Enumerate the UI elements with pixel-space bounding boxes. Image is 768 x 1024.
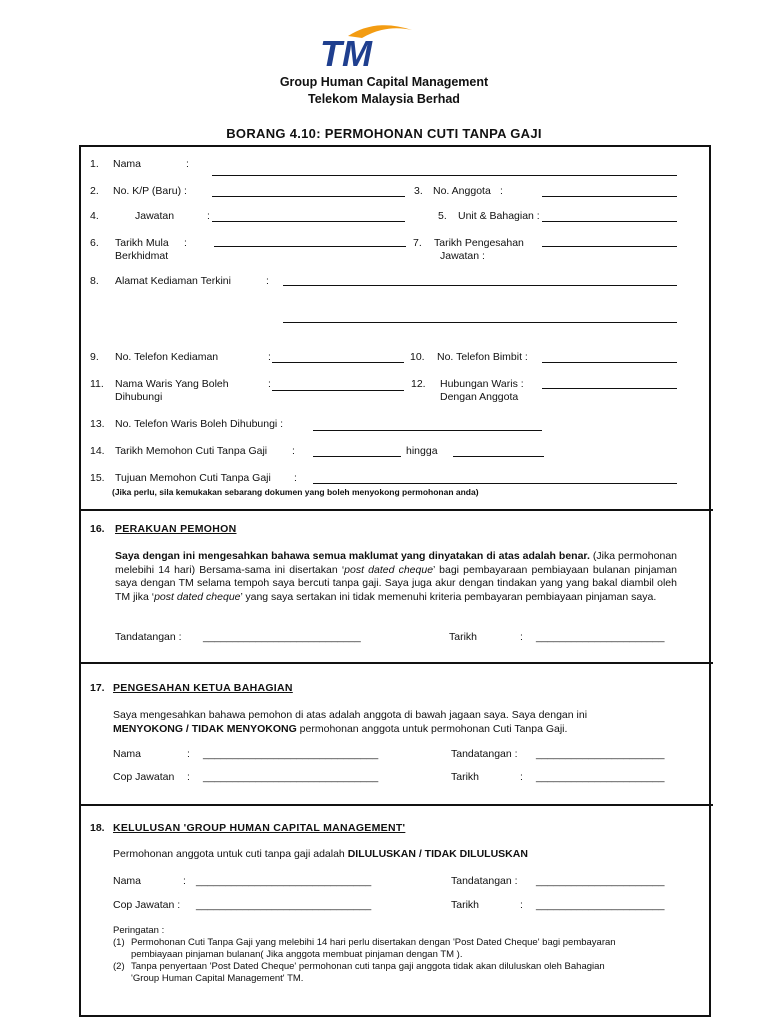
declaration-pdc-1: post dated cheque (344, 563, 434, 576)
s17-sign-line[interactable]: ______________________ (536, 748, 665, 760)
field-7-number: 7. (413, 237, 422, 249)
tarikh-pengesahan-input-line[interactable] (542, 246, 677, 247)
field-9-label: No. Telefon Kediaman (115, 351, 219, 363)
section-divider-17 (79, 662, 713, 664)
s17-name-colon: : (187, 748, 190, 760)
s17-name-line[interactable]: ______________________________ (203, 748, 379, 760)
section-16-number: 16. (90, 523, 105, 535)
s18-sign-label: Tandatangan : (451, 875, 518, 887)
field-14-hingga: hingga (406, 445, 438, 457)
nama-waris-input-line[interactable] (272, 390, 404, 391)
field-14-label: Tarikh Memohon Cuti Tanpa Gaji (115, 445, 268, 457)
s18-approval-option: DILULUSKAN / TIDAK DILULUSKAN (347, 848, 528, 860)
s17-date-colon: : (520, 771, 523, 783)
telefon-waris-input-line[interactable] (313, 430, 542, 431)
s18-name-colon: : (183, 875, 186, 887)
s18-date-line[interactable]: ______________________ (536, 899, 665, 911)
field-12-label-line2: Dengan Anggota (440, 391, 519, 403)
field-9-colon: : (268, 351, 271, 363)
field-12-label-line1: Hubungan Waris : (440, 378, 524, 390)
s18-name-line[interactable]: ______________________________ (196, 875, 372, 887)
field-14-number: 14. (90, 445, 105, 457)
reminder-1-line1: Permohonan Cuti Tanpa Gaji yang melebihi 14 hari perlu disertakan dengan 'Post Dated Cheque' bagi pembayaran (131, 937, 616, 948)
section-18-title: KELULUSAN 'GROUP HUMAN CAPITAL MANAGEMENT' (113, 822, 406, 834)
s17-text-line1: Saya mengesahkan bahawa pemohon di atas adalah anggota di bawah jagaan saya. Saya dengan ini (113, 709, 588, 721)
field-1-colon: : (186, 158, 189, 170)
field-14-colon: : (292, 445, 295, 457)
section-divider-18 (79, 804, 713, 806)
field-2-number: 2. (90, 185, 99, 197)
s18-cop-label: Cop Jawatan : (113, 899, 181, 911)
unit-bahagian-input-line[interactable] (542, 221, 677, 222)
field-2-label: No. K/P (Baru) : (113, 185, 187, 197)
field-15-colon: : (294, 472, 297, 484)
s18-sign-line[interactable]: ______________________ (536, 875, 665, 887)
field-8-colon: : (266, 275, 269, 287)
declaration-text-3: ’ yang saya sertakan ini tidak memenuhi kriteria pembayaran pembiayaan pinjaman saya. (240, 590, 657, 603)
s17-cop-line[interactable]: ______________________________ (203, 771, 379, 783)
field-10-label: No. Telefon Bimbit : (437, 351, 528, 363)
s18-date-label: Tarikh (451, 899, 480, 911)
field-6-colon: : (184, 237, 187, 249)
field-12-number: 12. (411, 378, 426, 390)
reminder-1-number: (1) (113, 937, 125, 948)
s18-name-label: Nama (113, 875, 142, 887)
s17-date-line[interactable]: ______________________ (536, 771, 665, 783)
form-title: BORANG 4.10: PERMOHONAN CUTI TANPA GAJI (226, 126, 542, 141)
s17-cop-label: Cop Jawatan (113, 771, 175, 783)
field-11-colon: : (268, 378, 271, 390)
nama-input-line[interactable] (212, 175, 677, 176)
reminder-title: Peringatan : (113, 925, 165, 936)
field-15-note: (Jika perlu, sila kemukakan sebarang dokumen yang boleh menyokong permohonan anda) (112, 487, 479, 497)
s17-cop-colon: : (187, 771, 190, 783)
telefon-kediaman-input-line[interactable] (272, 362, 404, 363)
field-5-label: Unit & Bahagian : (458, 210, 540, 222)
org-name-line1: Group Human Capital Management (279, 75, 489, 89)
section-17-number: 17. (90, 682, 105, 694)
tarikh-mula-input-line[interactable] (214, 246, 406, 247)
tm-logo-text: TM (320, 33, 372, 72)
section-18-number: 18. (90, 822, 105, 834)
section-16-title: PERAKUAN PEMOHON (115, 523, 237, 535)
s17-date-label: Tarikh (451, 771, 480, 783)
s16-date-colon: : (520, 631, 523, 643)
org-name-line2: Telekom Malaysia Berhad (308, 92, 460, 106)
field-1-label: Nama (113, 158, 142, 170)
field-11-label-line2: Dihubungi (115, 391, 163, 403)
s17-text-line2 (113, 723, 567, 735)
field-8-label: Alamat Kediaman Terkini (115, 275, 231, 287)
telefon-bimbit-input-line[interactable] (542, 362, 677, 363)
s18-cop-line[interactable]: ______________________________ (196, 899, 372, 911)
s16-date-line[interactable]: ______________________ (536, 631, 665, 643)
tm-logo (314, 16, 424, 72)
declaration-text-2: ’ bagi pembayaraan pembiayaan bulanan pinjaman saya dengan TM selama tempoh saya bercuti tanpa gaji. Saya juga akur dengan tindakan yang yang bakal diambil oleh TM jika ‘ (115, 563, 677, 603)
no-anggota-input-line[interactable] (542, 196, 677, 197)
field-4-number: 4. (90, 210, 99, 222)
alamat-input-line-1[interactable] (283, 285, 677, 286)
field-7-label-line2: Jawatan : (440, 250, 485, 262)
s18-text (113, 848, 528, 860)
alamat-input-line-2[interactable] (283, 322, 677, 323)
jawatan-input-line[interactable] (212, 221, 405, 222)
field-4-label: Jawatan (135, 210, 175, 222)
field-3-colon: : (500, 185, 503, 197)
field-8-number: 8. (90, 275, 99, 287)
s17-sign-label: Tandatangan : (451, 748, 518, 760)
s16-sign-label: Tandatangan : (115, 631, 182, 643)
reminder-1-line2: pembiayaan pinjaman bulanan( Jika anggota membuat pinjaman dengan TM ). (131, 949, 463, 960)
field-15-label: Tujuan Memohon Cuti Tanpa Gaji (115, 472, 271, 484)
s17-name-label: Nama (113, 748, 142, 760)
field-5-number: 5. (438, 210, 447, 222)
tujuan-input-line[interactable] (313, 483, 677, 484)
tarikh-mula-cuti-input-line[interactable] (313, 456, 401, 457)
field-11-number: 11. (90, 378, 104, 390)
field-6-label-line2: Berkhidmat (115, 250, 169, 262)
field-13-number: 13. (90, 418, 105, 430)
field-6-label-line1: Tarikh Mula (115, 237, 169, 249)
declaration-text-1: (Jika permohonan melebihi 14 hari) Bersama-sama ini disertakan ‘ (115, 550, 678, 576)
s16-date-label: Tarikh (449, 631, 478, 643)
s17-text-rest: permohonan anggota untuk permohonan Cuti Tanpa Gaji. (296, 723, 568, 735)
field-13-label: No. Telefon Waris Boleh Dihubungi : (115, 418, 284, 430)
field-3-label: No. Anggota (433, 185, 491, 197)
field-6-number: 6. (90, 237, 99, 249)
s18-text-plain: Permohonan anggota untuk cuti tanpa gaji adalah (113, 848, 348, 860)
declaration-pdc-2: post dated cheque (154, 590, 241, 603)
tm-logo-graphic (314, 16, 424, 72)
field-3-number: 3. (414, 185, 423, 197)
tarikh-akhir-cuti-input-line[interactable] (453, 456, 544, 457)
s18-date-colon: : (520, 899, 523, 911)
section-16-declaration (115, 550, 677, 604)
no-kp-input-line[interactable] (212, 196, 405, 197)
field-10-number: 10. (410, 351, 425, 363)
s16-sign-line[interactable]: ___________________________ (203, 631, 361, 643)
field-1-number: 1. (90, 158, 99, 170)
section-divider-16 (79, 509, 713, 511)
reminder-2-line1: Tanpa penyertaan 'Post Dated Cheque' permohonan cuti tanpa gaji anggota tidak akan diluluskan oleh Bahagian (131, 961, 605, 972)
field-7-label-line1: Tarikh Pengesahan (434, 237, 524, 249)
reminder-2-line2: 'Group Human Capital Management' TM. (131, 973, 304, 984)
field-4-colon: : (207, 210, 210, 222)
reminder-2-number: (2) (113, 961, 125, 972)
s17-support-option: MENYOKONG / TIDAK MENYOKONG (113, 723, 297, 735)
field-15-number: 15. (90, 472, 105, 484)
section-17-title: PENGESAHAN KETUA BAHAGIAN (113, 682, 293, 694)
field-9-number: 9. (90, 351, 99, 363)
hubungan-waris-input-line[interactable] (542, 388, 677, 389)
declaration-bold: Saya dengan ini mengesahkan bahawa semua maklumat yang dinyatakan di atas adalah benar. (115, 550, 590, 562)
field-11-label-line1: Nama Waris Yang Boleh (115, 378, 229, 390)
